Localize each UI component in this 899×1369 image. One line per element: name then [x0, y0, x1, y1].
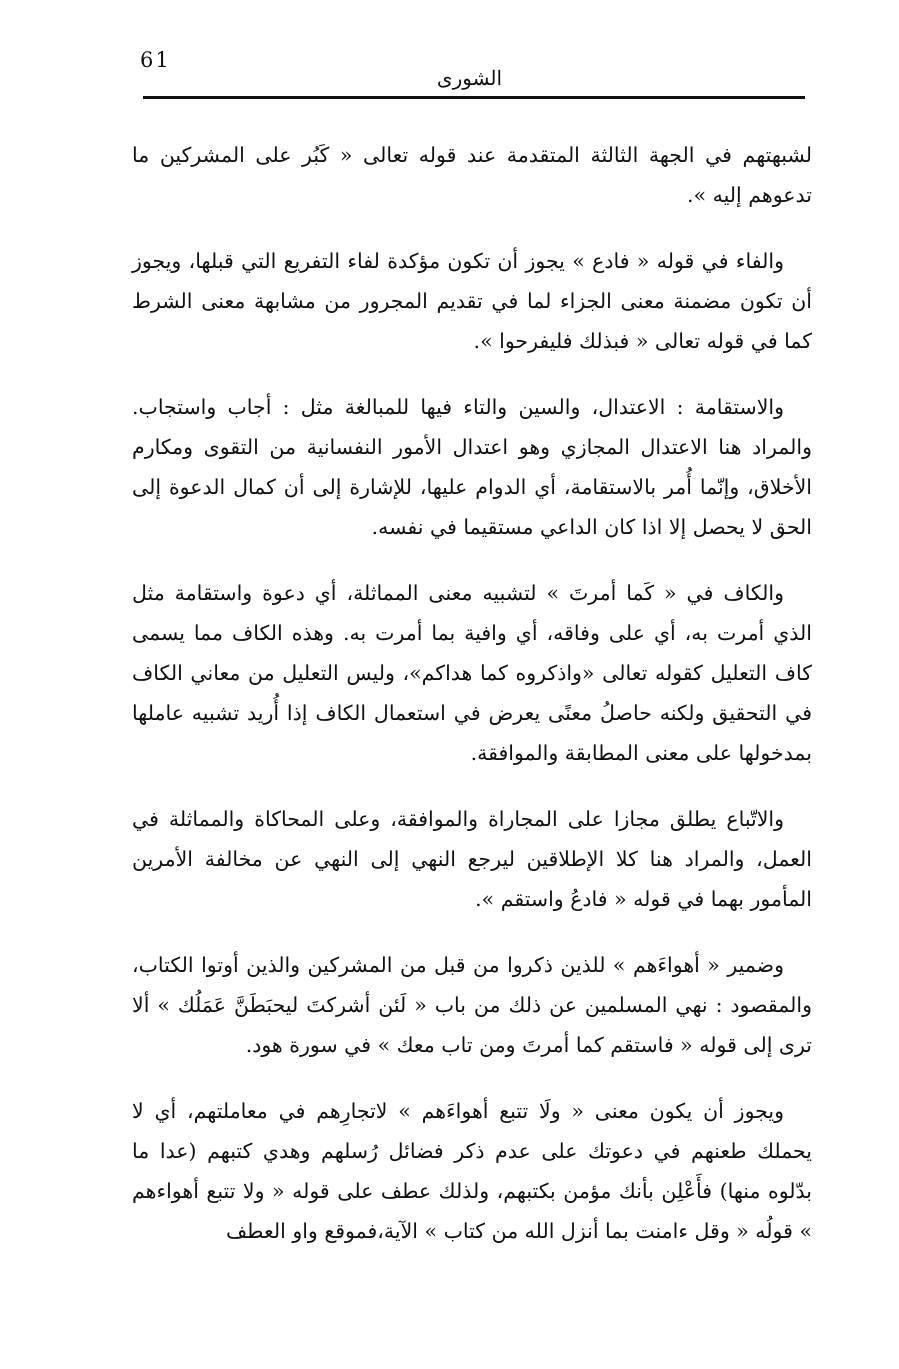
paragraph-6: وضمير « أهواءَهم » للذين ذكروا من قبل من المشركين والذين أوتوا الكتاب، والمقصود : نهي المسلمين عن ذلك من باب « لَئن أشركتَ ليحبَطَنَّ عَمَلُك » ألا ترى إلى قوله « فاستقم كما أمرتَ ومن تاب معك » في سورة هود. — [132, 953, 812, 1057]
page-body — [132, 135, 812, 1277]
running-title: الشورى — [436, 66, 503, 90]
paragraph-7: ويجوز أن يكون معنى « ولَا تتبع أهواءَهم » لاتجارِهم في معاملتهم، أي لا يحملك طعنهم في دعوتك على عدم ذكر فضائل رُسلهم وهدي كتبهم (عدا ما بدّلوه منها) فأَعْلِن بأنك مؤمن بكتبهم، ولذلك عطف على قوله « ولا تتبع أهواءهم » قولُه « وقل ءامنت بما أنزل الله من كتاب » الآية،فموقع واو العطف — [132, 1099, 812, 1243]
header-rule — [143, 96, 805, 99]
paragraph-4: والكاف في « كَما أمرتَ » لتشبيه معنى المماثلة، أي دعوة واستقامة مثل الذي أمرت به، أي على وفاقه، أي وافية بما أمرت به. وهذه الكاف مما يسمى كاف التعليل كقوله تعالى «واذكروه كما هداكم»، وليس التعليل من معاني الكاف في التحقيق ولكنه حاصلُ معنًى يعرض في استعمال الكاف إذا أُريد تشبيه عاملها بمدخولها على معنى المطابقة والموافقة. — [132, 581, 812, 765]
paragraph-5: والاتّباع يطلق مجازا على المجاراة والموافقة، وعلى المحاكاة والمماثلة في العمل، والمراد هنا كلا الإطلاقين ليرجع النهي إلى النهي عن مخالفة الأمرين المأمور بهما في قوله « فادعُ واستقم ». — [132, 807, 812, 911]
page-number: 61 — [140, 48, 171, 72]
paragraph-1: لشبهتهم في الجهة الثالثة المتقدمة عند قوله تعالى « كَبُر على المشركين ما تدعوهم إليه ». — [132, 143, 812, 207]
paragraph-3: والاستقامة : الاعتدال، والسين والتاء فيها للمبالغة مثل : أجاب واستجاب. والمراد هنا الاعتدال المجازي وهو اعتدال الأمور النفسانية من التقوى ومكارم الأخلاق، وإنّما أُمر بالاستقامة، أي الدوام عليها، للإشارة إلى أن كمال الدعوة إلى الحق لا يحصل إلا اذا كان الداعي مستقيما في نفسه. — [132, 395, 812, 539]
paragraph-2: والفاء في قوله « فادع » يجوز أن تكون مؤكدة لفاء التفريع التي قبلها، ويجوز أن تكون مضمنة معنى الجزاء لما في تقديم المجرور من مشابهة معنى الشرط كما في قوله تعالى « فبذلك فليفرحوا ». — [132, 249, 812, 353]
